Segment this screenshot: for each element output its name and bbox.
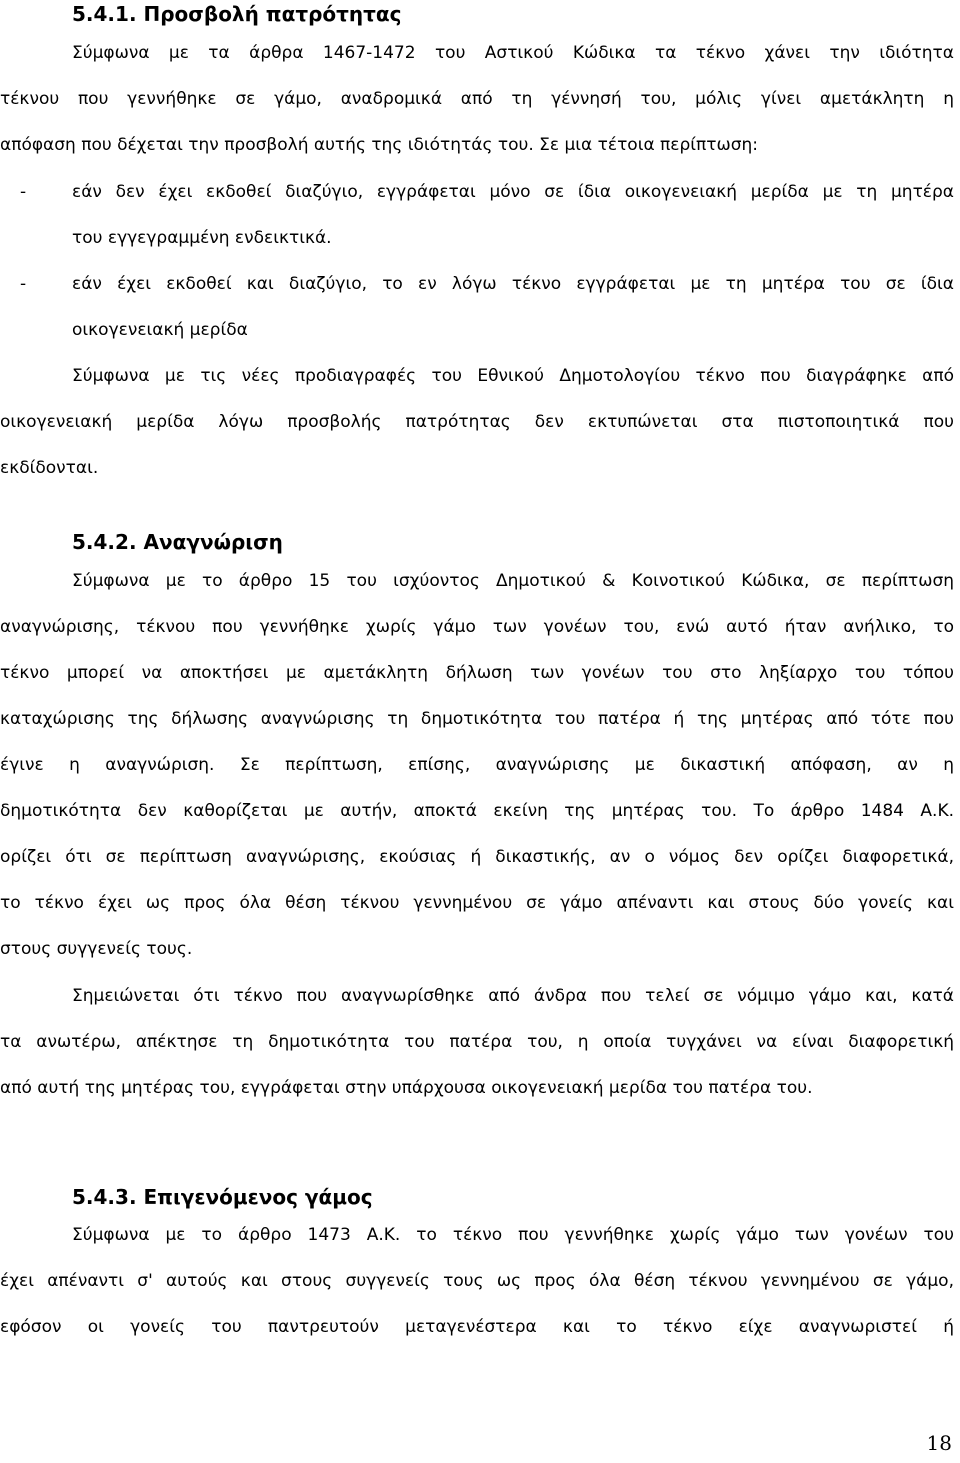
- bullet-line: οικογενειακή μερίδα: [72, 320, 248, 340]
- paragraph-line: έχει απέναντι σ' αυτούς και στους συγγενείς τους ως προς όλα θέση τέκνου γεννημένου σε γάμο,: [0, 1271, 954, 1291]
- paragraph-line: απόφαση που δέχεται την προσβολή αυτής της ιδιότητάς του. Σε μια τέτοια περίπτωση:: [0, 135, 759, 155]
- paragraph-line: στους συγγενείς τους.: [0, 939, 193, 959]
- paragraph-line: τέκνου που γεννήθηκε σε γάμο, αναδρομικά από τη γέννησή του, μόλις γίνει αμετάκλητη η: [0, 89, 954, 109]
- bullet-line: εάν δεν έχει εκδοθεί διαζύγιο, εγγράφεται μόνο σε ίδια οικογενειακή μερίδα με τη μητέρα: [72, 182, 954, 202]
- paragraph-line: Σημειώνεται ότι τέκνο που αναγνωρίσθηκε από άνδρα που τελεί σε νόμιμο γάμο και, κατά: [72, 986, 954, 1006]
- paragraph-line: τα ανωτέρω, απέκτησε τη δημοτικότητα του πατέρα του, η οποία τυγχάνει να είναι διαφορετική: [0, 1032, 954, 1052]
- bullet-line: του εγγεγραμμένη ενδεικτικά.: [72, 228, 332, 248]
- bullet-line: εάν έχει εκδοθεί και διαζύγιο, το εν λόγω τέκνο εγγράφεται με τη μητέρα του σε ίδια: [72, 274, 954, 294]
- paragraph-line: Σύμφωνα με τις νέες προδιαγραφές του Εθνικού Δημοτολογίου τέκνο που διαγράφηκε από: [72, 366, 954, 386]
- paragraph-line: οικογενειακή μερίδα λόγω προσβολής πατρότητας δεν εκτυπώνεται στα πιστοποιητικά που: [0, 412, 954, 432]
- section-heading-5-4-1: 5.4.1. Προσβολή πατρότητας: [72, 2, 402, 26]
- section-heading-5-4-3: 5.4.3. Επιγενόμενος γάμος: [72, 1185, 373, 1209]
- paragraph-line: εφόσον οι γονείς του παντρευτούν μεταγενέστερα και το τέκνο είχε αναγνωριστεί ή: [0, 1317, 954, 1337]
- paragraph-line: αναγνώρισης, τέκνου που γεννήθηκε χωρίς γάμο των γονέων του, ενώ αυτό ήταν ανήλικο, το: [0, 617, 954, 637]
- paragraph-line: το τέκνο έχει ως προς όλα θέση τέκνου γεννημένου σε γάμο απέναντι και στους δύο γονείς και: [0, 893, 954, 913]
- section-heading-5-4-2: 5.4.2. Αναγνώριση: [72, 530, 283, 554]
- paragraph-line: ορίζει ότι σε περίπτωση αναγνώρισης, εκούσιας ή δικαστικής, αν ο νόμος δεν ορίζει διαφορετικά,: [0, 847, 954, 867]
- paragraph-line: δημοτικότητα δεν καθορίζεται με αυτήν, αποκτά εκείνη της μητέρας του. Το άρθρο 1484 Α.Κ.: [0, 801, 954, 821]
- paragraph-line: έγινε η αναγνώριση. Σε περίπτωση, επίσης, αναγνώρισης με δικαστική απόφαση, αν η: [0, 755, 954, 775]
- paragraph-line: τέκνο μπορεί να αποκτήσει με αμετάκλητη δήλωση των γονέων του στο ληξίαρχο του τόπου: [0, 663, 954, 683]
- page-number: 18: [926, 1431, 952, 1455]
- paragraph-line: από αυτή της μητέρας του, εγγράφεται στην υπάρχουσα οικογενειακή μερίδα του πατέρα του.: [0, 1078, 813, 1098]
- paragraph-line: Σύμφωνα με τα άρθρα 1467-1472 του Αστικού Κώδικα τα τέκνο χάνει την ιδιότητα: [72, 43, 954, 63]
- paragraph-line: Σύμφωνα με το άρθρο 15 του ισχύοντος Δημοτικού & Κοινοτικού Κώδικα, σε περίπτωση: [72, 571, 954, 591]
- paragraph-line: καταχώρισης της δήλωσης αναγνώρισης τη δημοτικότητα του πατέρα ή της μητέρας από τότε που: [0, 709, 954, 729]
- paragraph-line: εκδίδονται.: [0, 458, 99, 478]
- bullet-dash: -: [20, 274, 27, 294]
- bullet-dash: -: [20, 182, 27, 202]
- paragraph-line: Σύμφωνα με το άρθρο 1473 Α.Κ. το τέκνο που γεννήθηκε χωρίς γάμο των γονέων του: [72, 1225, 954, 1245]
